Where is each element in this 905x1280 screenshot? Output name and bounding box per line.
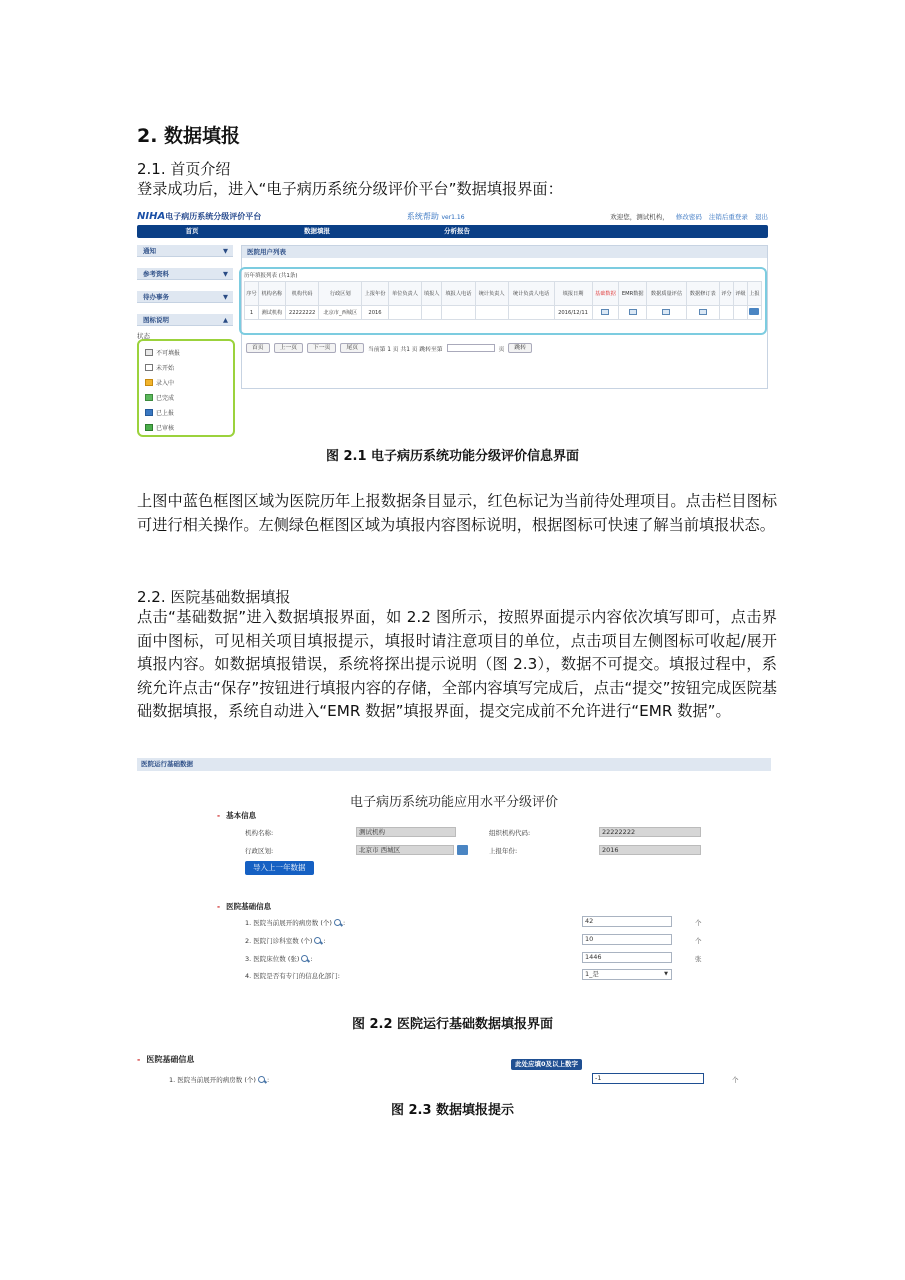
figure-caption-2-2: 图 2.2 医院运行基础数据填报界面 <box>351 1017 554 1032</box>
unit-label: 个 <box>695 937 702 945</box>
collapse-icon[interactable]: - <box>137 1055 141 1064</box>
report-table <box>244 281 762 320</box>
ward-count-input[interactable]: -1 <box>592 1073 704 1084</box>
column-header: 填报人 <box>422 282 442 306</box>
icon-legend-box <box>137 339 235 437</box>
table-cell <box>733 306 747 320</box>
column-header: 基础数据 <box>592 282 619 306</box>
page-jump-input[interactable] <box>447 344 495 352</box>
table-cell <box>475 306 508 320</box>
column-header: 单位负责人 <box>388 282 421 306</box>
column-header: 统计负责人 <box>475 282 508 306</box>
user-area <box>610 212 768 221</box>
table-cell <box>422 306 442 320</box>
table-cell: 2016 <box>362 306 389 320</box>
form-title: 电子病历系统功能应用水平分级评价 <box>349 795 558 810</box>
sidebar-item-notice[interactable]: 通知 ▼ <box>137 245 233 257</box>
legend-item: 已审核 <box>145 420 227 435</box>
column-header: 填报日期 <box>554 282 592 306</box>
prev-page-button[interactable]: 上一页 <box>274 343 303 353</box>
table-cell <box>647 306 687 320</box>
relogin-link[interactable]: 注销后重登录 <box>708 212 748 221</box>
org-name-label: 机构名称: <box>245 829 274 837</box>
chevron-down-icon: ▼ <box>664 971 668 977</box>
app-header <box>137 207 768 225</box>
column-header: 行政区划 <box>319 282 362 306</box>
screenshot-basic-data-form <box>137 758 771 986</box>
section-title-2-1: 2.1. 首页介绍 <box>137 160 231 178</box>
unit-label: 个 <box>695 919 702 927</box>
section-intro: 登录成功后，进入“电子病历系统分级评价平台”数据填报界面： <box>137 180 563 198</box>
table-cell <box>442 306 475 320</box>
chevron-up-icon: ▲ <box>223 315 228 324</box>
completed-icon <box>145 394 153 401</box>
nav-data-entry[interactable]: 数据填报 <box>304 227 330 235</box>
hospital-info-section[interactable]: - 医院基础信息 <box>137 1055 195 1064</box>
basic-data-icon[interactable] <box>601 309 609 315</box>
hospital-info-section[interactable]: - 医院基础信息 <box>217 902 272 911</box>
table-cell: 1 <box>245 306 259 320</box>
org-name-field: 测试机构 <box>356 827 456 837</box>
org-code-label: 组织机构代码: <box>489 829 531 837</box>
item-label: 1. 医院当前展开的病房数 (个) : <box>245 919 346 927</box>
nav-home[interactable]: 首页 <box>185 227 199 235</box>
nav-report[interactable]: 分析报告 <box>444 227 470 235</box>
screenshot-evaluation-platform <box>137 207 768 439</box>
chevron-down-icon: ▼ <box>223 292 228 301</box>
sidebar-item-todo[interactable]: 待办事务 ▼ <box>137 291 233 303</box>
quality-eval-icon[interactable] <box>662 309 670 315</box>
region-field: 北京市 西城区 <box>356 845 454 855</box>
app-logo: NIHA电子病历系统分级评价平台 <box>137 210 262 222</box>
legend-item: 未开始 <box>145 360 227 375</box>
section2-body: 点击“基础数据”进入数据填报界面，如 2.2 图所示，按照界面提示内容依次填写即可，点击界面中图标，可见相关项目填报提示，填报时请注意项目的单位，点击项目左侧图标可收起/展开填报内容。如数据填报错误，系统将探出提示说明（图 2.3），数据不可提交。填报过程中，系统允许点击“保存”按钮进行填报内容的存储，全部内容填写完成后，点击“提交”按钮完成医院基础数据填报，系统自动进入“EMR 数据”填报界面，提交完成前不允许进行“EMR 数据”。 <box>137 608 777 720</box>
welcome-text: 欢迎您，测试机构， <box>610 212 669 221</box>
reported-icon <box>145 409 153 416</box>
panel-title: 医院运行基础数据 <box>137 758 771 771</box>
help-link[interactable]: 系统帮助 <box>406 211 439 221</box>
logout-link[interactable]: 退出 <box>755 212 768 221</box>
collapse-icon[interactable]: - <box>217 902 221 911</box>
approved-icon <box>145 424 153 431</box>
figure-caption-2-1: 图 2.1 电子病历系统功能分级评价信息界面 <box>325 449 580 464</box>
legend-item: 录入中 <box>145 375 227 390</box>
legend-item: 不可填报 <box>145 345 227 360</box>
chevron-down-icon: ▼ <box>223 269 228 278</box>
section-title-2-2: 2.2. 医院基础数据填报 <box>137 588 291 606</box>
validation-tooltip: 此处应填0及以上数字 <box>511 1059 582 1070</box>
next-page-button[interactable]: 下一页 <box>307 343 336 353</box>
list-subtitle: 历年填报列表 (共1条) <box>244 273 298 279</box>
table-cell <box>619 306 647 320</box>
jump-button[interactable]: 跳转 <box>508 343 532 353</box>
legend-item: 已完成 <box>145 390 227 405</box>
item-label: 2. 医院门诊科室数 (个) : <box>245 937 326 945</box>
section1-body: 上图中蓝色框图区域为医院历年上报数据条目显示，红色标记为当前待处理项目。点击栏目图标可进行相关操作。左侧绿色框图区域为填报内容图标说明，根据图标可快速了解当前填报状态。 <box>137 492 777 534</box>
column-header: 数据修订表 <box>686 282 719 306</box>
table-cell <box>686 306 719 320</box>
unit-label: 张 <box>695 955 702 963</box>
last-page-button[interactable]: 尾页 <box>340 343 364 353</box>
figure-caption-2-3: 图 2.3 数据填报提示 <box>390 1103 515 1118</box>
column-header: 统计负责人电话 <box>508 282 554 306</box>
clinic-count-input[interactable]: 10 <box>582 934 672 945</box>
pagination <box>246 343 532 353</box>
table-cell: 22222222 <box>285 306 319 320</box>
table-cell <box>592 306 619 320</box>
legend-item: 已上报 <box>145 405 227 420</box>
item-label: 4. 医院是否有专门的信息化部门: <box>245 972 340 980</box>
import-last-year-button[interactable]: 导入上一年数据 <box>245 861 314 875</box>
column-header: 数据质量评估 <box>647 282 687 306</box>
page-info: 当前第 1 页 共1 页 跳转至第 <box>368 346 443 353</box>
table-cell <box>388 306 421 320</box>
column-header: 评分 <box>719 282 733 306</box>
not-editable-icon <box>145 349 153 356</box>
unit-label: 个 <box>732 1076 739 1084</box>
column-header: 序号 <box>245 282 259 306</box>
user-list-panel <box>241 245 768 389</box>
item-label: 1. 医院当前展开的病房数 (个) : <box>169 1076 270 1084</box>
panel-title: 医院用户列表 <box>242 246 767 258</box>
column-header: 机构代码 <box>285 282 319 306</box>
bed-count-input[interactable]: 1446 <box>582 952 672 963</box>
version-label: ver1.16 <box>441 213 465 221</box>
table-cell: 2016/12/11 <box>554 306 592 320</box>
sidebar <box>137 245 233 337</box>
column-header: 评级 <box>733 282 747 306</box>
main-nav <box>137 225 768 238</box>
region-label: 行政区划: <box>245 847 274 855</box>
table-cell <box>747 306 761 320</box>
table-cell <box>508 306 554 320</box>
table-row <box>245 306 762 320</box>
table-header-row <box>245 282 762 306</box>
collapse-icon[interactable]: - <box>217 811 221 820</box>
search-hint-icon[interactable] <box>334 919 343 927</box>
revision-icon[interactable] <box>699 309 707 315</box>
state-label: 状态 <box>137 332 150 340</box>
upload-icon[interactable] <box>749 308 759 315</box>
screenshot-validation-tip <box>137 1050 771 1090</box>
ward-count-input[interactable]: 42 <box>582 916 672 927</box>
year-field: 2016 <box>599 845 701 855</box>
search-hint-icon[interactable] <box>314 937 323 945</box>
table-cell <box>719 306 733 320</box>
help-area <box>407 211 465 222</box>
basic-info-section[interactable]: - 基本信息 <box>217 811 257 820</box>
year-label: 上报年份: <box>489 847 518 855</box>
table-cell: 测试机构 <box>259 306 286 320</box>
column-header: EMR数据 <box>619 282 647 306</box>
column-header: 上报 <box>747 282 761 306</box>
search-hint-icon[interactable] <box>301 955 310 963</box>
sidebar-item-references[interactable]: 参考资料 ▼ <box>137 268 233 280</box>
sidebar-item-icon-legend[interactable]: 图标说明 ▲ <box>137 314 233 326</box>
column-header: 机构名称 <box>259 282 286 306</box>
table-cell: 北京市_西城区 <box>319 306 362 320</box>
item-label: 3. 医院床位数 (张) : <box>245 955 313 963</box>
change-password-link[interactable]: 修改密码 <box>675 212 702 221</box>
region-picker-icon[interactable] <box>457 845 468 855</box>
emr-data-icon[interactable] <box>629 309 637 315</box>
page-suffix: 页 <box>498 346 505 353</box>
in-progress-icon <box>145 379 153 386</box>
search-hint-icon[interactable] <box>258 1076 267 1084</box>
it-department-select[interactable]: 1_是 ▼ <box>582 969 672 980</box>
org-code-field: 22222222 <box>599 827 701 837</box>
report-history-box <box>239 267 767 335</box>
not-started-icon <box>145 364 153 371</box>
column-header: 填报人电话 <box>442 282 475 306</box>
chevron-down-icon: ▼ <box>223 246 228 255</box>
column-header: 上报年份 <box>362 282 389 306</box>
first-page-button[interactable]: 首页 <box>246 343 270 353</box>
page-heading: 2. 数据填报 <box>137 125 241 147</box>
